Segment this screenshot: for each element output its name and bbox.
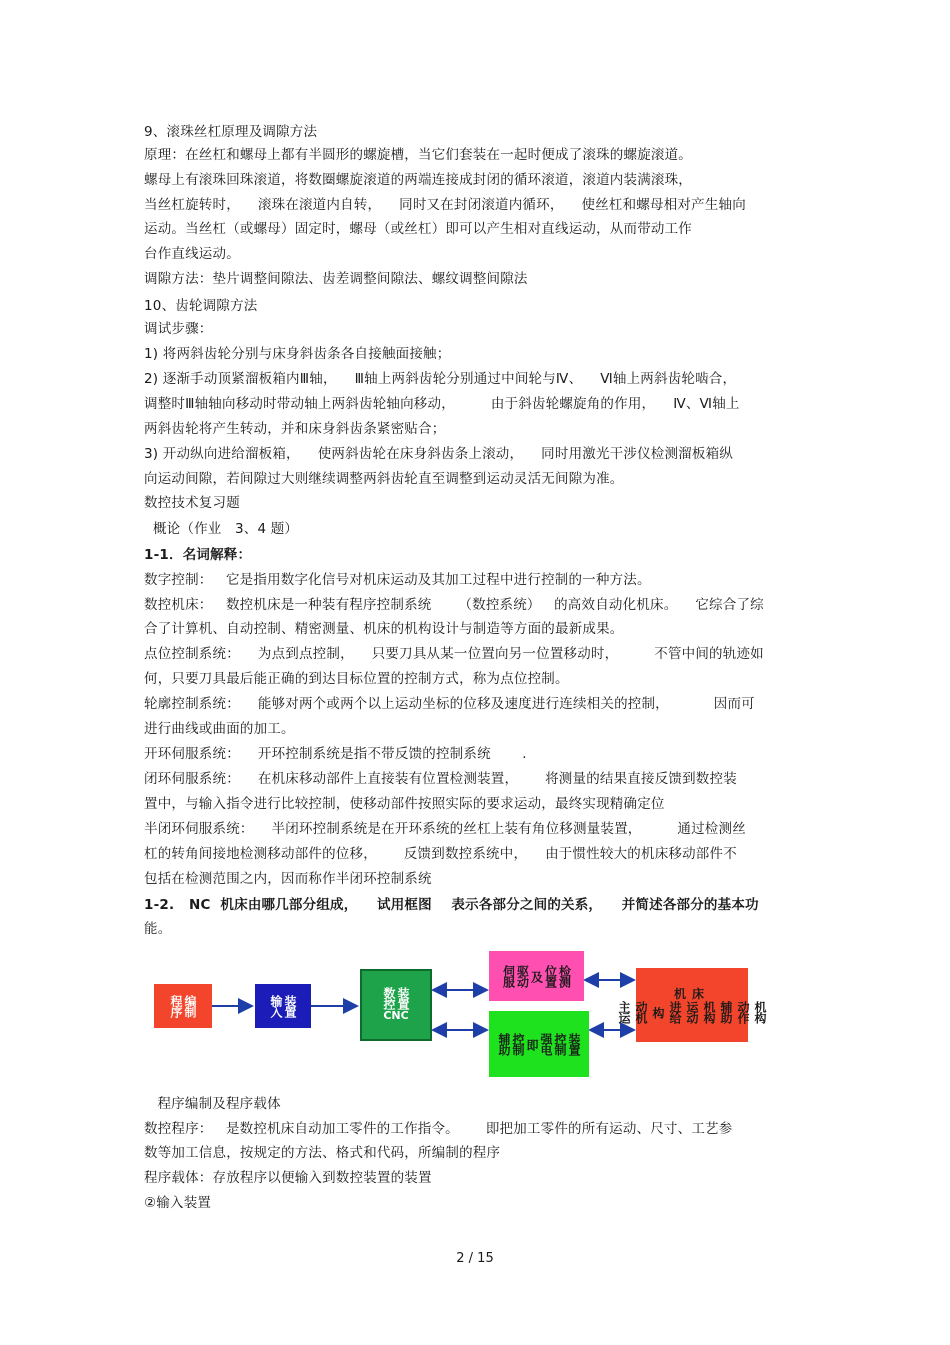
text-line: 1-1．名词解释： <box>144 547 252 563</box>
box-text: 辅助 <box>497 1033 511 1055</box>
box-text: 驱动 <box>515 965 530 987</box>
box-text: 构 <box>651 1006 665 1018</box>
text-line: 调隙方法：垫片调整间隙法、齿差调整间隙法、螺纹调整间隙法 <box>144 271 528 287</box>
text-line: 调试步骤： <box>144 321 213 337</box>
text-line: 数控技术复习题 <box>144 495 240 511</box>
text-line: 进行曲线或曲面的加工。 <box>144 721 295 737</box>
text-line: 程序编制及程序载体 <box>144 1096 281 1112</box>
box-text: 动机 <box>634 1001 648 1023</box>
text-line: 10、齿轮调隙方法 <box>144 298 258 314</box>
box-text: 即 <box>525 1038 539 1050</box>
box-text: 程序 <box>169 995 183 1017</box>
text-line: 9、滚珠丝杠原理及调隙方法 <box>144 124 318 140</box>
text-line: 2) 逐渐手动顶紧溜板箱内Ⅲ轴， Ⅲ轴上两斜齿轮分别通过中间轮与Ⅳ、 Ⅵ轴上两斜齿轮啮合， <box>144 371 737 387</box>
text-line: 当丝杠旋转时， 滚珠在滚道内自转， 同时又在封闭滚道内循环， 使丝杠和螺母相对产生轴向 <box>144 197 746 213</box>
box-text: 装置 <box>283 995 297 1017</box>
diagram-box-machine <box>617 968 767 1042</box>
box-text: 检测 <box>557 965 572 987</box>
text-line: 开环伺服系统： 开环控制系统是指不带反馈的控制系统 . <box>144 746 527 762</box>
box-text: 装置 <box>396 987 410 1009</box>
diagram-box-program <box>154 984 212 1028</box>
box-text: 强电 <box>539 1033 553 1055</box>
text-line: 螺母上有滚珠回珠滚道，将数圈螺旋滚道的两端连接成封闭的循环滚道，滚道内装满滚珠， <box>144 172 692 188</box>
text-line: 半闭环伺服系统： 半闭环控制系统是在开环系统的丝杠上装有角位移测量装置， 通过检测丝 <box>144 821 746 837</box>
text-line: 数字控制： 它是指用数字化信号对机床运动及其加工过程中进行控制的一种方法。 <box>144 572 651 588</box>
text-line: 1-2. NC 机床由哪几部分组成， 试用框图 表示各部分之间的关系， 并简述各部分的基本功 <box>144 897 759 913</box>
text-line: 调整时Ⅲ轴轴向移动时带动轴上两斜齿轮轴向移动， 由于斜齿轮螺旋角的作用， Ⅳ、Ⅵ轴上 <box>144 396 740 412</box>
text-line: 闭环伺服系统： 在机床移动部件上直接装有位置检测装置， 将测量的结果直接反馈到数控装 <box>144 771 737 787</box>
box-text: 动作 <box>736 1001 750 1023</box>
box-text: 数控 <box>382 987 396 1009</box>
page-number: 2 / 15 <box>456 1251 494 1266</box>
box-text: 伺服 <box>501 965 516 987</box>
box-text: 辅助 <box>719 1001 733 1023</box>
box-text: 控制 <box>553 1033 567 1055</box>
box-text: 位置 <box>543 965 558 987</box>
box-text: 进给 <box>668 1001 682 1023</box>
diagram-box-input <box>255 984 311 1028</box>
box-text: 控制 <box>511 1033 525 1055</box>
text-line: 数等加工信息，按规定的方法、格式和代码，所编制的程序 <box>144 1145 501 1161</box>
text-line: 数控机床： 数控机床是一种装有程序控制系统 （数控系统） 的高效自动化机床。 它综合了综 <box>144 597 764 613</box>
box-text: 装置 <box>567 1033 581 1055</box>
box-text: 输入 <box>269 995 283 1017</box>
text-line: 向运动间隙，若间隙过大则继续调整两斜齿轮直至调整到运动灵活无间隙为准。 <box>144 471 624 487</box>
box-text: 编制 <box>183 995 197 1017</box>
diagram-box-servo <box>489 951 584 1001</box>
box-text: 主运 <box>617 1001 631 1023</box>
text-line: 合了计算机、自动控制、精密测量、机床的机构设计与制造等方面的最新成果。 <box>144 621 624 637</box>
box-text: 及 <box>529 970 544 982</box>
text-line: 原理：在丝杠和螺母上都有半圆形的螺旋槽，当它们套装在一起时便成了滚珠的螺旋滚道。 <box>144 147 692 163</box>
text-line: ②输入装置 <box>144 1195 212 1211</box>
text-line: 杠的转角间接地检测移动部件的位移， 反馈到数控系统中， 由于惯性较大的机床移动部件不 <box>144 846 737 862</box>
box-text: 机构 <box>753 1001 767 1023</box>
box-text: 运动 <box>685 1001 699 1023</box>
box-text: 机构 <box>702 1001 716 1023</box>
cnc-label: CNC <box>383 1009 409 1022</box>
text-line: 概论（作业 3、4 题） <box>144 521 299 537</box>
diagram-box-cnc <box>360 969 432 1041</box>
text-line: 3) 开动纵向进给溜板箱， 使两斜齿轮在床身斜齿条上滚动， 同时用激光干涉仪检测溜板箱纵 <box>144 446 733 462</box>
machine-title: 机床 <box>673 987 710 1001</box>
text-line: 轮廓控制系统： 能够对两个或两个以上运动坐标的位移及速度进行连续相关的控制， 因而可 <box>144 696 755 712</box>
text-line: 点位控制系统： 为点到点控制， 只要刀具从某一位置向另一位置移动时， 不管中间的轨迹如 <box>144 646 764 662</box>
text-line: 两斜齿轮将产生转动，并和床身斜齿条紧密贴合； <box>144 421 446 437</box>
text-line: 数控程序： 是数控机床自动加工零件的工作指令。 即把加工零件的所有运动、尺寸、工艺参 <box>144 1121 733 1137</box>
text-line: 运动。当丝杠（或螺母）固定时，螺母（或丝杠）即可以产生相对直线运动，从而带动工作 <box>144 221 692 237</box>
text-line: 1) 将两斜齿轮分别与床身斜齿条各自接触面接触； <box>144 346 451 362</box>
text-line: 能。 <box>144 921 172 937</box>
diagram-box-aux <box>489 1011 589 1077</box>
text-line: 何，只要刀具最后能正确的到达目标位置的控制方式，称为点位控制。 <box>144 671 569 687</box>
text-line: 置中，与输入指令进行比较控制，使移动部件按照实际的要求运动，最终实现精确定位 <box>144 796 665 812</box>
text-line: 台作直线运动。 <box>144 246 240 262</box>
text-line: 程序载体：存放程序以便输入到数控装置的装置 <box>144 1170 432 1186</box>
text-line: 包括在检测范围之内，因而称作半闭环控制系统 <box>144 871 432 887</box>
